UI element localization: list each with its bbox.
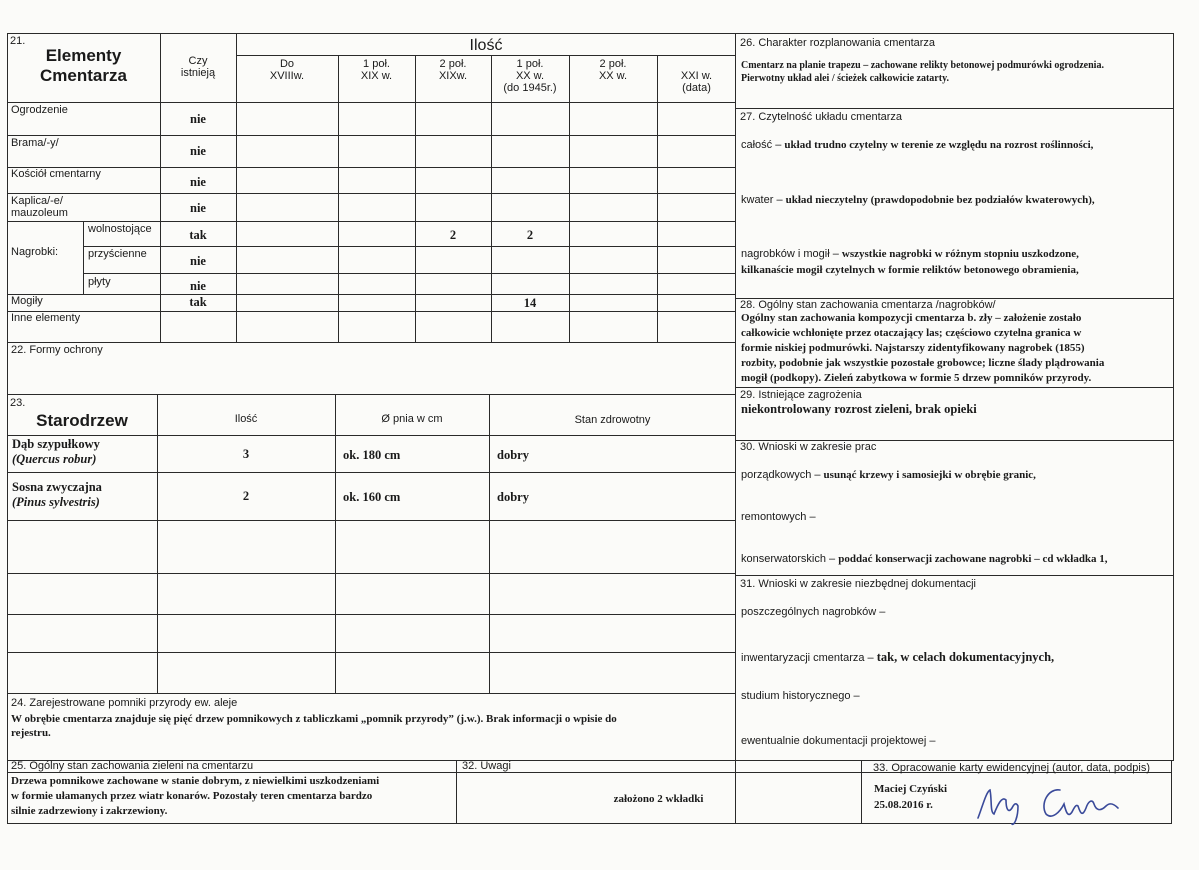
section-25-line2: w formie ułamanych przez wiatr konarów. Pozostały teren cmentarza bardzo xyxy=(11,790,373,802)
row-label-mogily: Mogiły xyxy=(11,295,43,307)
quantity-header: Ilość xyxy=(469,37,503,54)
section-31-gravestones: poszczególnych nagrobków – xyxy=(741,606,886,618)
row-label-plyty: płyty xyxy=(88,276,111,288)
section-28-line2: całkowicie wchłonięte przez otaczający las; częściowo czytelna granica w xyxy=(741,327,1082,339)
section-24-text-line2: rejestru. xyxy=(11,727,51,739)
row-value-brama: nie xyxy=(190,144,206,158)
section-23-title: Starodrzew xyxy=(36,411,128,430)
period-header: Do XVIIIw. xyxy=(269,58,305,82)
section-30-label: 30. Wnioski w zakresie prac xyxy=(740,441,877,453)
section-30-repair: remontowych – xyxy=(741,511,816,523)
row-value-wolnostojace: tak xyxy=(189,228,207,242)
row-label-inne: Inne elementy xyxy=(11,312,81,324)
section-31-inventory: inwentaryzacji cmentarza – tak, w celach dokumentacyjnych, xyxy=(741,650,1055,664)
tree-name: Sosna zwyczajna (Pinus sylvestris) xyxy=(12,480,102,509)
row-value-kaplica: nie xyxy=(190,201,206,215)
section-28-line4: rozbity, podobnie jak wszystkie pozostałe grobowce; liczne ślady plądrowania xyxy=(741,357,1105,369)
section-31-history: studium historycznego – xyxy=(741,690,860,702)
section-27-whole: całość – układ trudno czytelny w terenie ze względu na rozrost roślinności, xyxy=(741,139,1094,151)
section-21-title-line2: Cmentarza xyxy=(40,66,127,85)
tree-qty: 3 xyxy=(242,447,250,461)
section-29-text: niekontrolowany rozrost zieleni, brak opieki xyxy=(741,402,977,416)
period-header: 1 poł. XX w. (do 1945r.) xyxy=(503,58,557,94)
exists-header-line1: Czy xyxy=(188,55,208,67)
row-label-brama: Brama/-y/ xyxy=(11,137,59,149)
row-value-przyscienne: nie xyxy=(190,254,206,268)
section-24-text-line1: W obrębie cmentarza znajduje się pięć drzew pomnikowych z tabliczkami „pomnik przyrody” (j.w.). Brak informacji o wpisie do xyxy=(11,713,617,725)
section-25-line1: Drzewa pomnikowe zachowane w stanie dobrym, z niewielkimi uszkodzeniami xyxy=(11,775,380,787)
section-28-line3: formie niskiej podmurówki. Najstarszy zidentyfikowany nagrobek (1855) xyxy=(741,342,1085,354)
section-27-quarters: kwater – układ nieczytelny (prawdopodobnie bez podziałów kwaterowych), xyxy=(741,194,1095,206)
section-31-label: 31. Wnioski w zakresie niezbędnej dokumentacji xyxy=(740,578,977,590)
tree-diameter: ok. 160 cm xyxy=(343,490,401,504)
tree-qty: 2 xyxy=(242,489,250,503)
section-28-line5: mogił (podkopy). Zieleń zabytkowa w formie 5 drzew pomników przyrody. xyxy=(741,372,1092,384)
section-26-line1: Cmentarz na planie trapezu – zachowane relikty betonowej podmurówki ogrodzenia. xyxy=(741,60,1104,71)
section-25-line3: silnie zadrzewiony i zakrzewiony. xyxy=(11,805,168,817)
author-name: Maciej Czyński xyxy=(874,783,948,795)
row-label-wolnostojace: wolnostojące xyxy=(88,223,152,235)
section-22-label: 22. Formy ochrony xyxy=(11,344,103,356)
section-30-conservation: konserwatorskich – poddać konserwacji zachowane nagrobki – cd wkładka 1, xyxy=(741,553,1108,565)
section-33-label: 33. Opracowanie karty ewidencyjnej (autor, data, podpis) xyxy=(873,762,1150,774)
row-value-plyty: nie xyxy=(190,279,206,293)
section-24-label: 24. Zarejestrowane pomniki przyrody ew. aleje xyxy=(11,697,238,709)
section-27-graves: nagrobków i mogił – wszystkie nagrobki w różnym stopniu uszkodzone, xyxy=(741,248,1079,260)
period-header: 2 poł. XIXw. xyxy=(438,58,468,82)
row-label-przyscienne: przyścienne xyxy=(88,248,147,260)
row-value-mogily: tak xyxy=(189,295,207,309)
signature-mark xyxy=(968,778,1148,828)
row-label-kaplica: Kaplica/-e/ mauzoleum xyxy=(11,195,68,219)
col-header-qty: Ilość xyxy=(234,413,258,425)
section-30-cleanup: porządkowych – usunąć krzewy i samosiejki w obrębie granic, xyxy=(741,469,1036,481)
qty-wolnostojace-2pol-xix: 2 xyxy=(449,228,457,242)
period-header: 2 poł. XX w. xyxy=(598,58,628,82)
tree-health: dobry xyxy=(497,490,529,504)
col-header-health: Stan zdrowotny xyxy=(574,414,651,426)
section-23-number: 23. xyxy=(10,397,26,409)
row-label-nagrobki: Nagrobki: xyxy=(11,246,59,258)
section-28-line1: Ogólny stan zachowania kompozycji cmentarza b. zły – założenie zostało xyxy=(741,312,1082,324)
section-32-text: założono 2 wkładki xyxy=(613,793,704,805)
row-value-ogrodzenie: nie xyxy=(190,112,206,126)
tree-name: Dąb szypułkowy (Quercus robur) xyxy=(12,437,100,466)
period-header: XXI w. (data) xyxy=(680,70,713,94)
section-27-label: 27. Czytelność układu cmentarza xyxy=(740,111,903,123)
col-header-diameter: Ø pnia w cm xyxy=(381,413,443,425)
section-28-label: 28. Ogólny stan zachowania cmentarza /nagrobków/ xyxy=(740,299,996,311)
row-label-kosciol: Kościół cmentarny xyxy=(11,168,101,180)
qty-mogily-1pol-xx: 14 xyxy=(523,296,537,310)
section-21-title-line1: Elementy xyxy=(45,46,122,65)
author-date: 25.08.2016 r. xyxy=(874,799,933,811)
section-21-number: 21. xyxy=(10,35,26,47)
section-31-design: ewentualnie dokumentacji projektowej – xyxy=(741,735,936,747)
tree-diameter: ok. 180 cm xyxy=(343,448,401,462)
exists-header-line2: istnieją xyxy=(180,67,216,79)
section-25-label: 25. Ogólny stan zachowania zieleni na cmentarzu xyxy=(11,760,254,772)
section-32-label: 32. Uwagi xyxy=(462,760,511,772)
tree-health: dobry xyxy=(497,448,529,462)
section-26-label: 26. Charakter rozplanowania cmentarza xyxy=(740,37,936,49)
section-26-line2: Pierwotny układ alei / ścieżek całkowicie zatarty. xyxy=(741,73,950,84)
section-27-graves-line2: kilkanaście mogił czytelnych w formie reliktów betonowego obramienia, xyxy=(741,264,1079,276)
qty-wolnostojace-1pol-xx: 2 xyxy=(526,228,534,242)
row-value-kosciol: nie xyxy=(190,175,206,189)
section-29-label: 29. Istniejące zagrożenia xyxy=(740,389,862,401)
row-label-ogrodzenie: Ogrodzenie xyxy=(11,104,68,116)
period-header: 1 poł. XIX w. xyxy=(360,58,393,82)
